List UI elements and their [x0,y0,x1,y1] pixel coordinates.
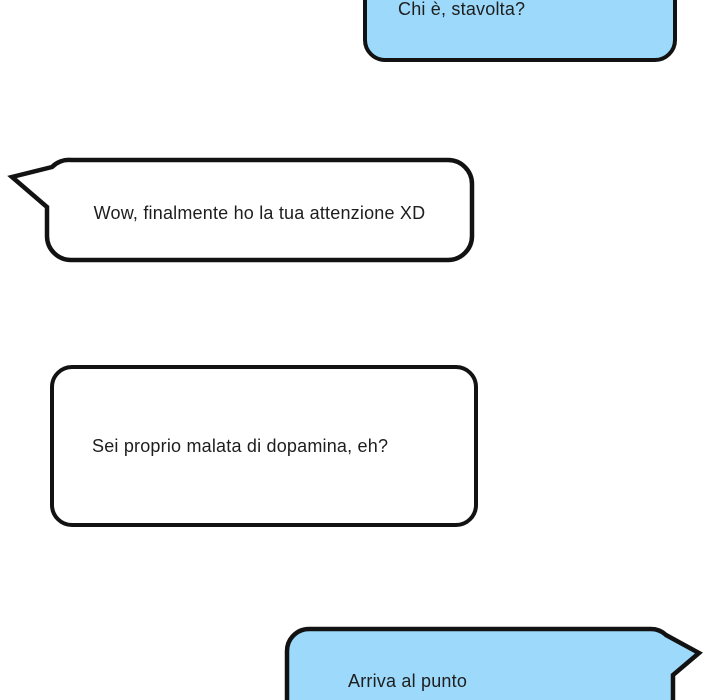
speech-bubble-outgoing [280,624,720,700]
speech-bubble-text: Wow, finalmente ho la tua attenzione XD [93,203,426,223]
speech-bubble-text: Sei proprio malata di dopamina, eh? [92,436,389,456]
speech-bubble-text: Chi è, stavolta? [398,0,526,19]
speech-bubble-text: Arriva al punto [348,671,468,691]
